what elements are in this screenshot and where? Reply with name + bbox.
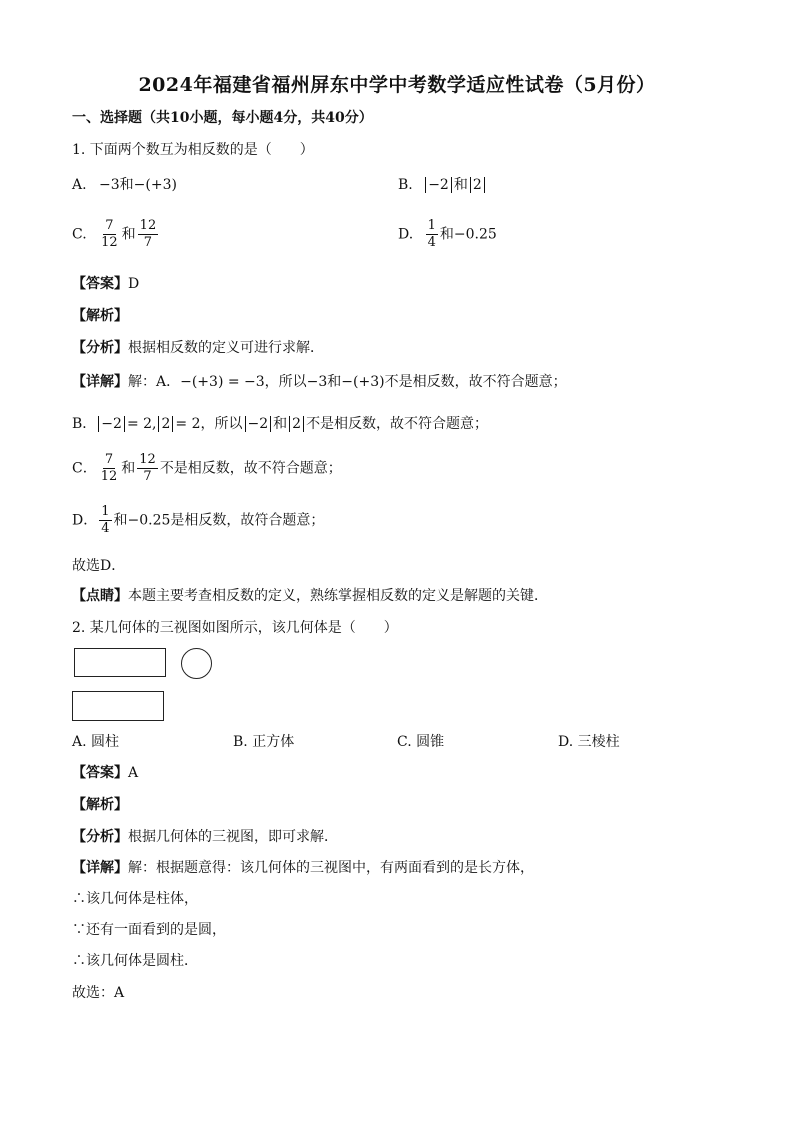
q2-detail-2: ∴该几何体是柱体， xyxy=(72,891,198,907)
detail-prefix: D． xyxy=(72,512,98,529)
option-text: 和 xyxy=(121,226,136,243)
fraction xyxy=(99,218,120,251)
page-title: 2024年福建省福州屏东中学中考数学适应性试卷（5月份） xyxy=(138,74,656,96)
q2-option-c: C. 圆锥 xyxy=(397,734,445,750)
q2-analysis-tag: 【解析】 xyxy=(72,797,128,813)
numerator: 1 xyxy=(427,218,436,233)
section-heading: 一、选择题（共10小题，每小题4分，共40分） xyxy=(72,110,373,126)
q2-conclusion: 故选：A xyxy=(72,985,125,1001)
detail-text: = 2, xyxy=(126,416,157,432)
denominator: 12 xyxy=(100,469,118,484)
option-text: −3和−(+3) xyxy=(99,177,177,193)
q2-option-d: D. 三棱柱 xyxy=(558,734,620,750)
detail-prefix: C． xyxy=(72,460,97,477)
q1-answer xyxy=(72,274,139,294)
numerator: 7 xyxy=(105,218,114,233)
q2-detail xyxy=(72,858,534,878)
q2-answer xyxy=(72,763,138,783)
abs-value: −2 xyxy=(98,416,125,432)
option-label: C. xyxy=(72,226,87,243)
q2-detail-4: ∴该几何体是圆柱． xyxy=(72,953,198,969)
q1-fenxi xyxy=(72,338,324,358)
detail-text: 不是相反数，故不符合题意； xyxy=(306,416,489,432)
fenxi-tag: 【分析】 xyxy=(72,829,128,845)
q2-stem: 2. 某几何体的三视图如图所示，该几何体是（ ） xyxy=(72,620,398,636)
numerator: 7 xyxy=(104,452,114,467)
q1-detail-a xyxy=(72,372,567,392)
fraction xyxy=(426,218,438,251)
numerator: 12 xyxy=(139,218,157,233)
abs-value: 2 xyxy=(289,416,304,432)
dianjing-text: 本题主要考查相反数的定义，熟练掌握相反数的定义是解题的关键． xyxy=(128,588,548,604)
abs-value: 2 xyxy=(158,416,173,432)
q2-detail-3: ∵还有一面看到的是圆， xyxy=(72,922,226,938)
detail-text: 和 xyxy=(121,460,136,477)
numerator: 1 xyxy=(101,504,110,519)
q2-fenxi xyxy=(72,827,338,847)
abs-value: −2 xyxy=(425,177,452,193)
detail-text: 解：根据题意得：该几何体的三视图中，有两面看到的是长方体， xyxy=(128,860,534,876)
option-text: 和 xyxy=(453,177,468,193)
option-label: B. xyxy=(398,177,413,193)
detail-prefix: B． xyxy=(72,416,97,432)
fraction xyxy=(138,218,159,251)
answer-tag: 【答案】 xyxy=(72,765,128,781)
side-view-rectangle xyxy=(72,691,164,721)
fraction xyxy=(99,504,111,537)
fenxi-text: 根据几何体的三视图，即可求解． xyxy=(128,829,338,845)
option-text: 和−0.25 xyxy=(439,226,497,243)
detail-text: 不是相反数，故不符合题意； xyxy=(159,460,342,477)
option-label: A. xyxy=(72,177,87,193)
dianjing-tag: 【点睛】 xyxy=(72,588,128,604)
abs-value: 2 xyxy=(470,177,485,193)
q1-option-b xyxy=(398,175,487,195)
numerator: 12 xyxy=(139,452,156,467)
answer-value: D xyxy=(128,276,140,292)
detail-tag: 【详解】 xyxy=(72,374,128,390)
option-label: D. xyxy=(398,226,414,243)
detail-text: = 2，所以 xyxy=(175,416,243,432)
answer-value: A xyxy=(128,765,139,781)
denominator: 7 xyxy=(143,469,152,484)
abs-value: −2 xyxy=(245,416,272,432)
q2-option-b: B. 正方体 xyxy=(233,734,295,750)
q1-option-d xyxy=(398,218,497,251)
top-view-circle xyxy=(181,648,212,679)
q1-analysis-tag: 【解析】 xyxy=(72,308,128,324)
q1-detail-c xyxy=(72,452,342,485)
q1-option-c xyxy=(72,218,160,251)
denominator: 12 xyxy=(101,235,118,250)
fraction xyxy=(137,452,158,485)
detail-text: 解：A．−(+3) = −3，所以−3和−(+3)不是相反数，故不符合题意； xyxy=(128,374,567,390)
detail-text: 和−0.25是相反数，故符合题意； xyxy=(113,512,325,529)
q1-detail-b xyxy=(72,414,488,434)
q1-stem: 1. 下面两个数互为相反数的是（ ） xyxy=(72,142,314,158)
q1-dianjing xyxy=(72,586,548,606)
fenxi-tag: 【分析】 xyxy=(72,340,128,356)
q1-conclusion: 故选D． xyxy=(72,558,126,574)
denominator: 7 xyxy=(143,235,153,250)
detail-text: 和 xyxy=(273,416,288,432)
fraction xyxy=(99,452,120,485)
denominator: 4 xyxy=(101,521,110,536)
q1-detail-d xyxy=(72,504,324,537)
front-view-rectangle xyxy=(74,648,166,677)
q1-option-a xyxy=(72,175,177,195)
denominator: 4 xyxy=(427,235,436,250)
q2-option-a: A. 圆柱 xyxy=(72,734,120,750)
answer-tag: 【答案】 xyxy=(72,276,128,292)
fenxi-text: 根据相反数的定义可进行求解． xyxy=(128,340,324,356)
detail-tag: 【详解】 xyxy=(72,860,128,876)
